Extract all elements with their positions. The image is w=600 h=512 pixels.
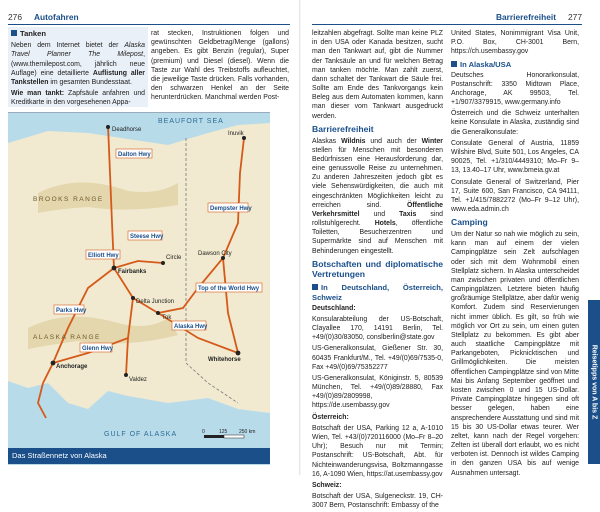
label-anchorage: Anchorage [56,364,88,370]
alaska-range-label: ALASKA RANGE [33,334,101,341]
switzerland-consulate-general: Consulate General of Switzerland, Pier 17, Suite 600, San Francisco, CA 94111, Tel. +1/415/7882272 (Mo–Fr 9–12 Uhr), www.eda.admin.ch [451,178,579,214]
label-circle: Circle [166,255,182,261]
chapter-side-tab [588,300,600,464]
scale-label-0: 0 [202,429,205,435]
accessibility-text: stellen für Menschen mit besonderen Bedürfnissen eine Herausforderung dar, eine genussvolle Reise zu unternehmen. Zu anderen Jahreszeiten jedoch gibt es viele Sehenswürdigkeiten, die auch mit eingeschränkten Möglichkeiten leicht zu erreichen sind. [312,146,443,209]
accessibility-text: Alaskas [312,137,342,145]
label-top-of-world-hwy: Top of the World Hwy [198,286,260,292]
camping-text: Um der Natur so nah wie möglich zu sein, kann man auf einem der vielen Campingplätze sein Zelt aufschlagen oder sich mit dem Wohnmobil einen Stellplatz sichern. In Alaska unterscheidet man zwischen privaten und öffentlichen Campingplätzen. Letztere bieten häufig großräumige Stellplätze, aber dafür wenig Komfort. Zudem sind Reservierungen nicht immer üblich. Es gilt, so früh wie möglich vor Ort zu sein, um einen guten Stellplatz zu bekommen. Es gibt aber auch staatliche Campingplätze mit Parkangeboten, Picknicktischen und Grillmöglichkeiten. Die meisten öffentlichen Campingplätze sind von Mitte Mai bis Anfang September geöffnet und kosten zwischen 0 und 15 US-Dollar. Private Campingplätze hingegen sind oft besser gelegen, haben eine ansprechendere Ausstattung und sind mit 15 bis 30 US-Dollar etwas teurer. Wer zeltet, kann nach der Regel vorgehen: Zelten ist überall dort erlaubt, wo es nicht verboten ist. Dennoch ist wildes Camping in den ganzen USA bis auf wenige Ausnahmen untersagt. [451,231,579,477]
left-page-number: 276 [8,12,22,22]
subheading-alaska: In Alaska/USA [460,59,512,69]
square-bullet-icon [312,284,318,290]
label-inuvik: Inuvik [228,131,244,137]
accessibility-bold: Wildnis [341,137,366,145]
label-valdez: Valdez [129,377,147,383]
accessibility-text: und [359,210,400,218]
camping-heading: Camping [451,217,488,228]
how-to-heading: Wie man tankt: [11,90,65,98]
fuel-instructions: rat stecken, Instruktionen folgen und gewünschten Geldbetrag/Menge (gallons) angeben. Es gibt Benzin (regular), Super (premium) und Diesel (diesel). Wenn die Taste zur Wahl des Treibstoffs aufleuchtet, die jeweilige Taste drücken. Falls vorhanden, den schwarzen Henkel an der Seite herunterdrücken. Manchmal werden Post- [151,30,289,102]
accessibility-text: und auch der [365,137,422,145]
gulf-of-alaska-label: GULF OF ALASKA [104,431,178,438]
right-header-rule [312,24,582,25]
right-running-header [312,10,582,24]
alaska-road-map [8,112,270,464]
side-tab-label: Reisetipps von A bis Z [590,344,598,420]
austria-consulate-general: Consulate General of Austria, 11859 Wilshire Blvd, Suite 501, Los Angeles, CA 90025, Tel. +1/310/4449310; Mo–Fr 9–13, 13.40–17 Uhr, www.bmeia.gv.at [451,139,579,175]
fuel-continuation: leitzahlen abgefragt. Sollte man keine PLZ in den USA oder Kanada besitzen, sucht man den Tankwart auf, gibt die Nummer der Tanksäule an und für welchen Betrag man tanken möchte. Man zahlt zuerst, dann schaltet der Tankwart die Säule frei. Sollte am Ende des Tankvorgangs kein Beleg aus dem Automaten kommen, kann man dieser vom Tankwart ausgedruckt werden. [312,30,443,120]
germany-label: Deutschland: [312,304,356,312]
label-alaska-hwy: Alaska Hwy [174,324,208,330]
right-page-number: 277 [568,12,582,22]
accessibility-bold: Hotels [374,220,396,228]
label-glenn-hwy: Glenn Hwy [82,346,114,352]
town-deadhorse-marker [106,125,110,129]
embassies-heading: Botschaften und diplomatische Vertretungen [312,258,443,279]
label-whitehorse: Whitehorse [208,357,241,363]
subheading-dach: In Deutschland, Österreich, Schweiz [312,282,443,302]
town-delta-marker [131,296,135,300]
switzerland-label: Schweiz: [312,481,342,489]
town-whitehorse-marker [236,351,241,356]
switzerland-embassy: Botschaft der USA, Sulgeneckstr. 19, CH-3007 Bern, Postanschrift: Embassy of the [312,493,443,510]
map-caption: Das Straßennetz von Alaska [8,448,270,464]
tanken-heading: Tanken [20,29,47,38]
land-mass [8,123,270,413]
right-header-title: Barrierefreiheit [495,12,557,22]
label-dalton-hwy: Dalton Hwy [118,152,151,158]
beaufort-sea-label: BEAUFORT SEA [158,118,224,125]
right-column-2 [451,29,579,480]
square-bullet-icon [11,30,17,36]
left-column-2 [151,29,289,104]
town-valdez-marker [124,373,128,377]
consulates-note: Österreich und die Schweiz unterhalten keine Konsulate in Alaska, zuständig sind die Generalkonsulate: [451,110,579,136]
accessibility-text: sind rollstuhlgerecht. [312,210,444,228]
label-elliott-hwy: Elliott Hwy [88,253,119,259]
accessibility-bold: Winter [421,137,443,145]
austria-embassy: Botschaft der USA, Parking 12 a, A-1010 Wien, Tel. +43/(0)720116000 (Mo–Fr 8–20 Uhr); Besuch nur mit Termin; Postanschrift: US-Botschaft, Abt. für Nichteinwanderungsvisa, Boltzmanngasse 16, A-1090 Wien, https://at.usembassy.gov [312,424,443,478]
accessibility-bold: Öffentliche Verkehrsmittel [312,201,443,218]
left-running-header [8,10,290,24]
label-delta: Delta Junction [136,299,175,305]
germany-embassy: Konsularabteilung der US-Botschaft, Clayallee 170, 14191 Berlin, Tel. +49/(0)30/83050, conslberlin@state.gov [312,315,443,342]
accessibility-heading: Barrierefreiheit [312,123,374,134]
left-page [0,0,300,475]
switzerland-embassy-cont: United States, Nonimmigrant Visa Unit, P.O. Box, CH-3001 Bern, https://ch.usembassy.gov [451,30,579,56]
label-deadhorse: Deadhorse [112,127,142,133]
tanken-text: Neben dem Internet bietet der [11,42,125,50]
right-page [300,0,600,510]
label-dawson: Dawson City [198,251,232,257]
accessibility-bold: Taxis [399,210,417,218]
accessibility-text: , öffentliche Toiletten, Besucherzentren und Supermärkte sind auf Menschen mit Behinderungen eingestellt. [312,220,443,255]
scale-bar-segment [204,435,224,438]
left-column-1 [11,29,145,109]
label-steese-hwy: Steese Hwy [130,234,164,240]
brooks-range-label: BROOKS RANGE [33,196,104,203]
town-circle-marker [161,261,165,265]
left-header-rule [8,24,290,25]
scale-label-250: 250 km [239,429,256,435]
tanken-text: im gesamten Bundesstaat. [48,78,132,86]
scale-bar-segment [224,435,244,438]
town-anchorage-marker [51,361,56,366]
town-tok-marker [156,311,160,315]
square-bullet-icon [451,61,457,67]
milepost-title: Alaska Travel Planner The Milepost [11,42,145,59]
scale-label-125: 125 [219,429,228,435]
label-tok: Tok [162,315,172,321]
germany-consulate-frankfurt: US-Generalkonsulat, Gießener Str. 30, 60435 Frankfurt/M., Tel. +49/(0)69/7535-0, Fax +49/(0)69/75352277 [312,345,443,371]
how-to-text: Zapfsäule anfahren und Kreditkarte in den vorgesehenen Appa- [11,90,145,107]
label-parks-hwy: Parks Hwy [56,308,87,314]
label-fairbanks: Fairbanks [118,269,147,275]
tanken-text: , (www.themilepost.com, jährlich neue Auflage) eine detaillierte [11,51,145,77]
tanken-bold: Auflistung aller Tankstellen [11,69,145,86]
austria-label: Österreich: [312,413,349,421]
german-honorary-consulate: Deutsches Honorarkonsulat, Postanschrift: 3350 Midtown Place, Anchorage, AK 99503, Tel. +1/907/3379915, www.germany.info [451,71,579,107]
label-dempster-hwy: Dempster Hwy [210,206,252,212]
town-fairbanks-marker [112,266,117,271]
germany-consulate-munich: US-Generalkonsulat, Königinstr. 5, 80539 München, Tel. +49/(0)89/28880, Fax +49/(0)89/2809998, https://de.usembassy.gov [312,374,443,410]
left-header-title: Autofahren [33,12,79,22]
right-column-1 [312,29,443,512]
